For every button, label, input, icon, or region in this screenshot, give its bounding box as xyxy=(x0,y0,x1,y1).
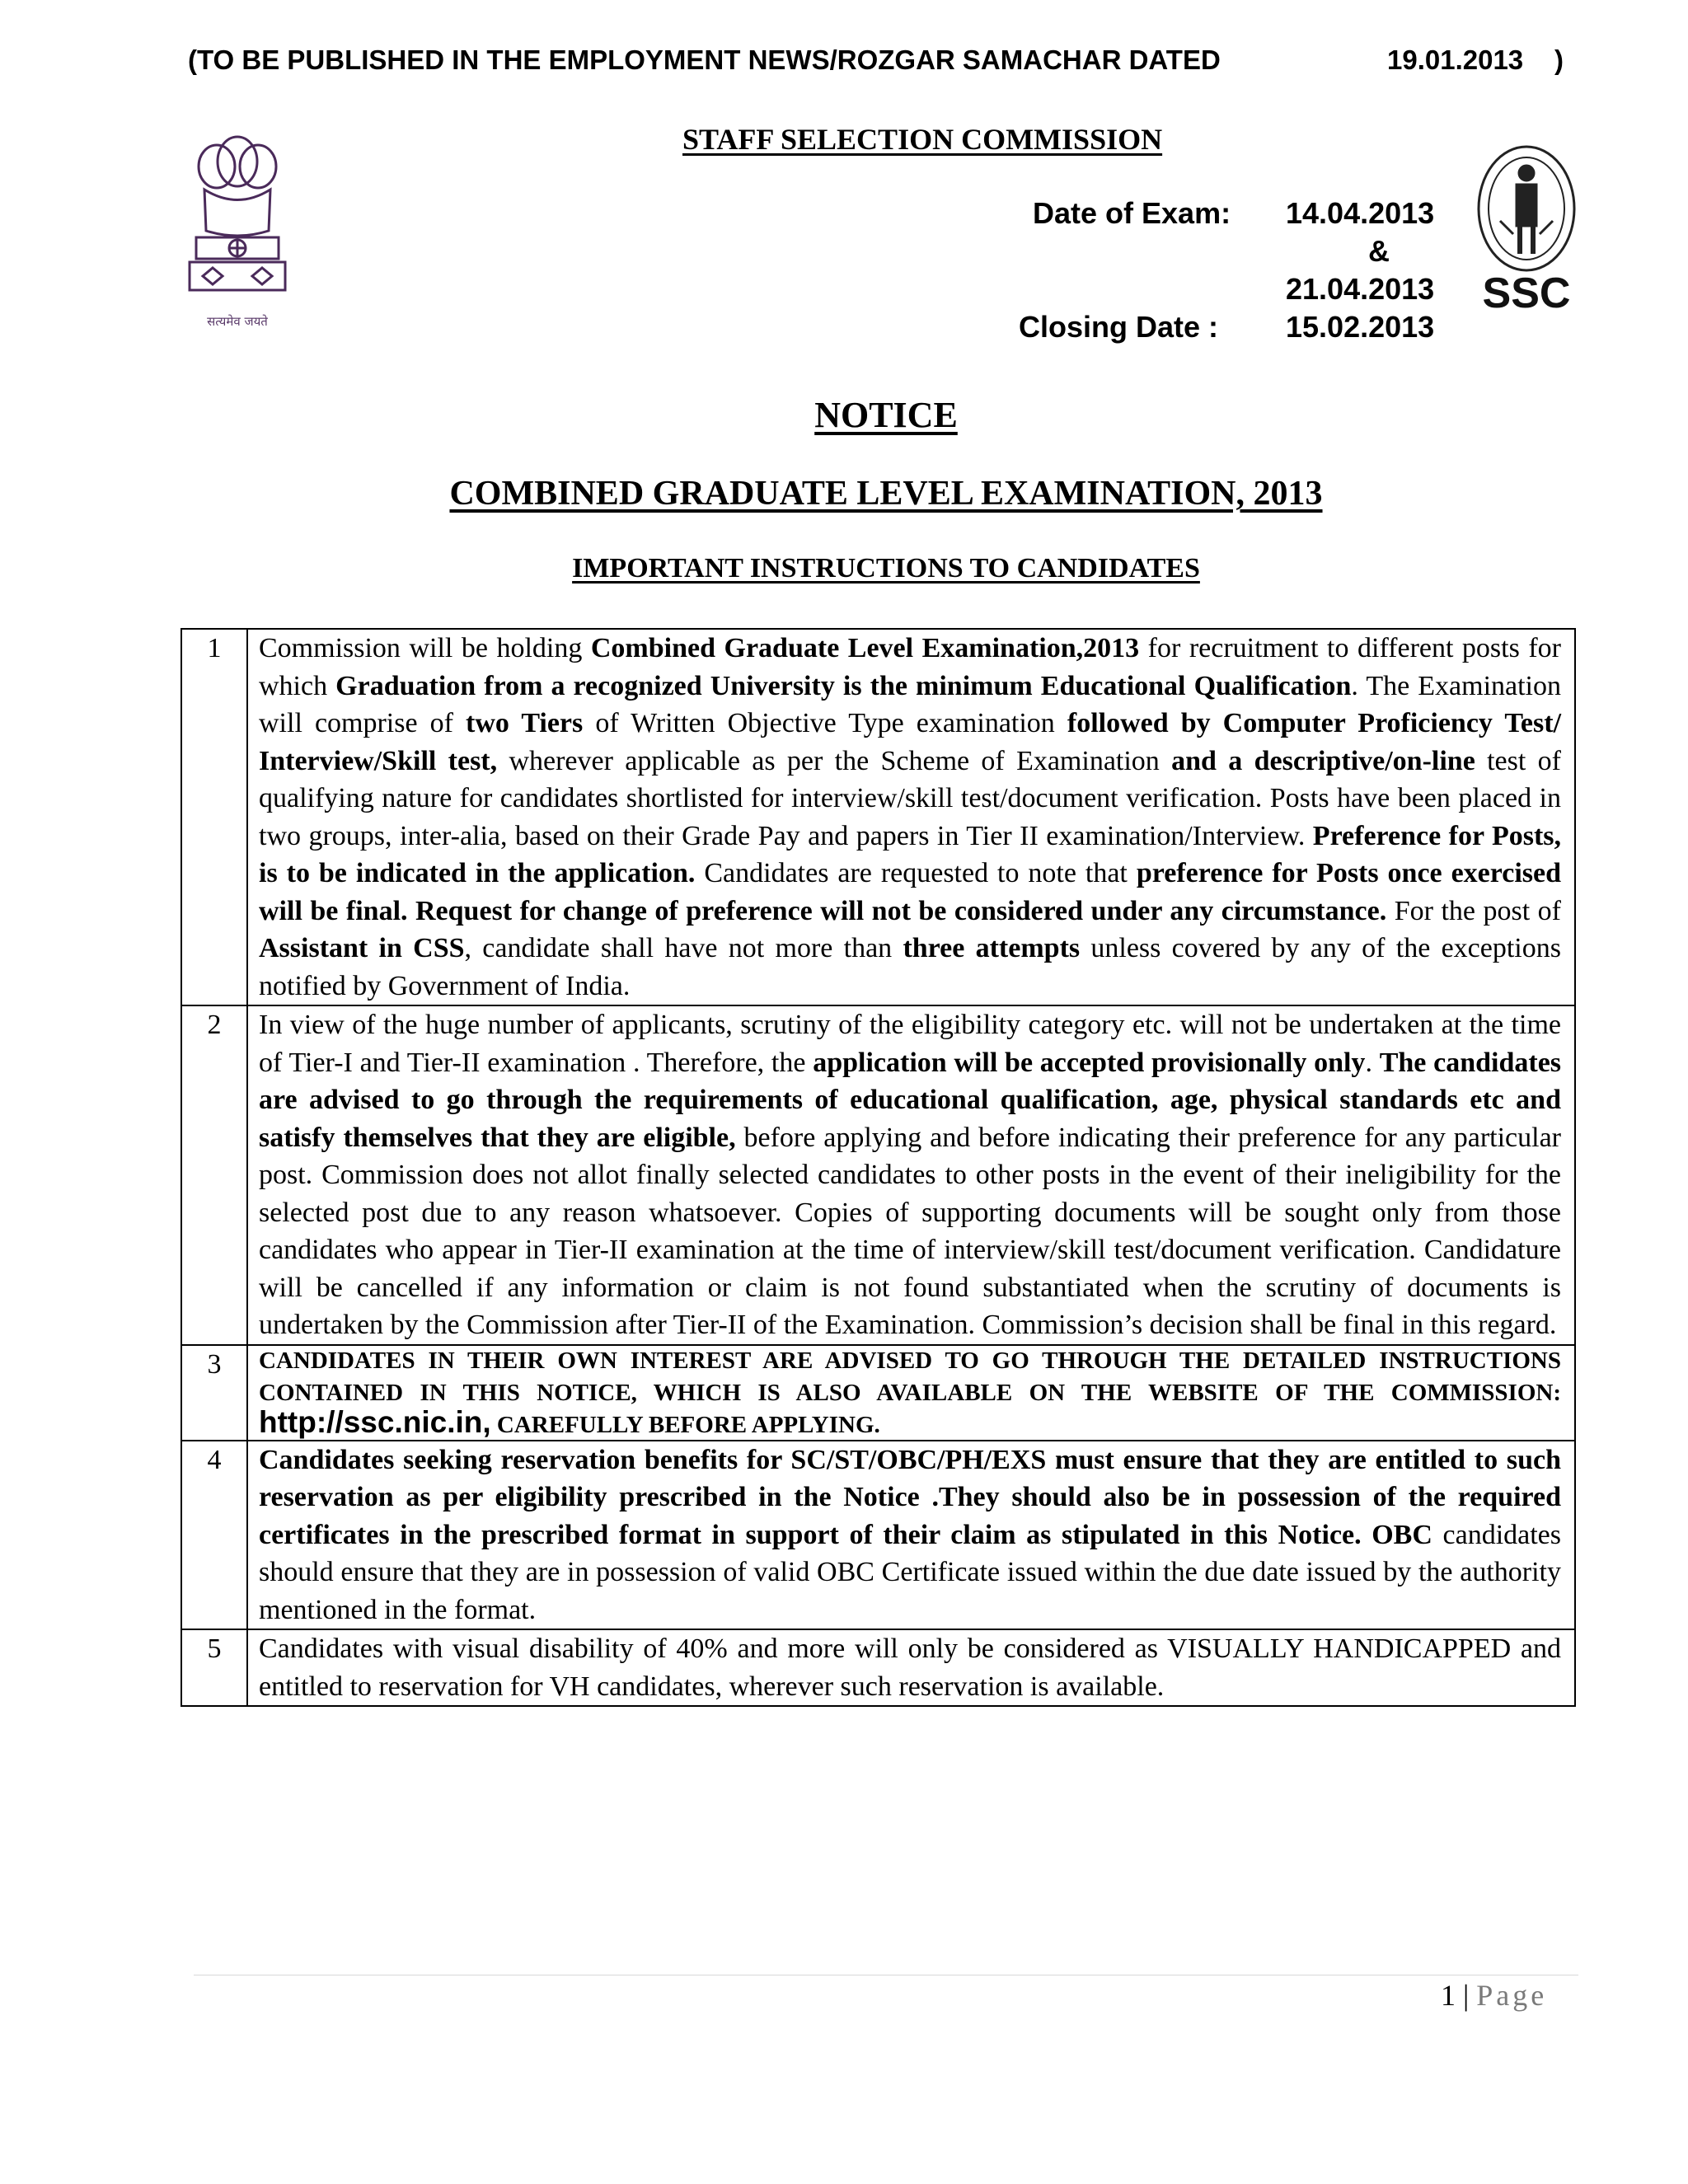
closing-date: 15.02.2013 xyxy=(1286,310,1435,344)
bold-text-segment: two Tiers xyxy=(466,708,584,738)
text-segment: Candidates are requested to note that xyxy=(695,858,1137,888)
item-number: 4 xyxy=(181,1441,247,1630)
bold-text-segment: Candidates seeking reservation benefits for SC/ST/OBC/PH/EXS must ensure that they are entitled to such reservation as per eligibility prescribed in the Notice .They should also be in possession of the required certificates in the prescribed format in support of their claim as stipulated in this Notice. OBC xyxy=(259,1444,1561,1550)
instructions-title: IMPORTANT INSTRUCTIONS TO CANDIDATES xyxy=(572,553,1200,583)
item-number: 2 xyxy=(181,1005,247,1345)
commission-title: STAFF SELECTION COMMISSION xyxy=(682,123,1163,156)
bold-text-segment: three attempts xyxy=(903,933,1081,963)
national-emblem-icon xyxy=(171,132,303,330)
text-segment: unless covered by any of the exceptions notified by Government of India. xyxy=(259,933,1561,1001)
notice-title: NOTICE xyxy=(814,395,958,435)
instruction-row xyxy=(181,629,1575,1005)
publication-line xyxy=(188,45,1589,76)
exam-date-2: 21.04.2013 xyxy=(1286,272,1435,306)
text-segment: for recruitment to different posts for which xyxy=(259,633,1562,701)
publication-close: ) xyxy=(1554,45,1564,75)
bold-text-segment: followed by Computer Proficiency Test/ Interview/Skill test, xyxy=(259,708,1562,776)
bold-text-segment: preference for Posts once exercised will be final. Request for change of preference will not be considered under any circumstance. xyxy=(259,858,1562,926)
text-segment: before applying and before indicating their preference for any particular post. Commission does not allot finally selected candidates to other posts in the event of their ineligibility for the selected post due to any reason whatsoever. Copies of supporting documents will be sought only from those candidates who appear in Tier-II examination at the time of interview/skill test/document verification. Candidature will be cancelled if any information or claim is not found substantiated when the scrutiny of documents is undertaken by the Commission after Tier-II of the Examination. Commission’s decision shall be final in this regard. xyxy=(259,1122,1561,1340)
caps-tail: CAREFULLY BEFORE APPLYING. xyxy=(490,1411,880,1438)
bold-text-segment: application will be accepted provisionally only xyxy=(813,1047,1366,1078)
text-segment: candidates should ensure that they are in possession of valid OBC Certificate issued within the due date issued by the authority mentioned in the format. xyxy=(259,1519,1561,1625)
closing-date-label: Closing Date : xyxy=(1019,310,1219,344)
item-number: 1 xyxy=(181,629,247,1005)
instruction-row xyxy=(181,1441,1575,1630)
exam-date-label: Date of Exam: xyxy=(1033,196,1231,230)
item-text xyxy=(247,1441,1575,1630)
item-number: 3 xyxy=(181,1345,247,1441)
text-segment: Candidates with visual disability of 40% and more will only be considered as VISUALLY HANDICAPPED and entitled to reservation for VH candidates, wherever such reservation is available. xyxy=(259,1633,1561,1702)
text-segment: In view of the huge number of applicants, scrutiny of the eligibility category etc. will not be undertaken at the time of Tier-I and Tier-II examination . Therefore, the xyxy=(259,1010,1561,1078)
publication-text: (TO BE PUBLISHED IN THE EMPLOYMENT NEWS/ROZGAR SAMACHAR DATED xyxy=(188,45,1221,75)
bold-text-segment: Combined Graduate Level Examination,2013 xyxy=(590,633,1140,663)
item-text xyxy=(247,1345,1575,1441)
text-segment: of Written Objective Type examination xyxy=(583,708,1067,738)
ssc-logo-icon xyxy=(1467,138,1591,324)
bold-text-segment: Preference for Posts, is to be indicated in the application. xyxy=(259,820,1562,888)
page-separator: | xyxy=(1463,1979,1470,2012)
bold-text-segment: Assistant in CSS xyxy=(259,933,465,963)
caps-text: CANDIDATES IN THEIR OWN INTEREST ARE ADVISED TO GO THROUGH THE DETAILED INSTRUCTIONS CONTAINED IN THIS NOTICE, WHICH IS ALSO AVAILABLE ON THE WEBSITE OF THE COMMISSION: xyxy=(259,1347,1561,1406)
item-number: 5 xyxy=(181,1629,247,1706)
instructions-table xyxy=(181,628,1576,1707)
text-segment: test of qualifying nature for candidates shortlisted for interview/skill test/document verification. Posts have been placed in two groups, inter-alia, based on their Grade Pay and papers in Tier II examination/Interview. xyxy=(259,745,1561,851)
exam-title: COMBINED GRADUATE LEVEL EXAMINATION, 2013 xyxy=(449,475,1323,513)
text-segment: For the post of xyxy=(1386,895,1561,926)
exam-date-1: 14.04.2013 xyxy=(1286,196,1435,230)
text-segment: . The Examination will comprise of xyxy=(259,670,1562,738)
bold-text-segment: Graduation from a recognized University is the minimum Educational Qualification xyxy=(335,670,1352,701)
text-segment: , candidate shall have not more than xyxy=(464,933,903,963)
item-text xyxy=(247,1629,1575,1706)
instruction-row xyxy=(181,1005,1575,1345)
item-text xyxy=(247,629,1575,1005)
instruction-row xyxy=(181,1629,1575,1706)
text-segment: Commission will be holding xyxy=(259,633,591,663)
page-label: Page xyxy=(1476,1979,1548,2012)
ssc-logo-text: SSC xyxy=(1482,269,1571,317)
text-segment: wherever applicable as per the Scheme of Examination xyxy=(497,745,1172,776)
exam-date-separator: & xyxy=(1368,234,1390,268)
bold-text-segment: The candidates are advised to go through the requirements of educational qualification, age, physical standards etc and satisfy themselves that they are eligible, xyxy=(259,1047,1562,1153)
bold-text-segment: and a descriptive/on-line xyxy=(1171,745,1475,776)
page-number xyxy=(1441,1978,1547,2013)
item-text xyxy=(247,1005,1575,1345)
website-link[interactable]: http://ssc.nic.in, xyxy=(259,1404,491,1439)
text-segment: . xyxy=(1365,1047,1380,1078)
instruction-row xyxy=(181,1345,1575,1441)
emblem-caption: सत्यमेव जयते xyxy=(207,314,268,329)
page-number-value: 1 xyxy=(1441,1979,1456,2012)
publication-date: 19.01.2013 xyxy=(1387,45,1524,75)
